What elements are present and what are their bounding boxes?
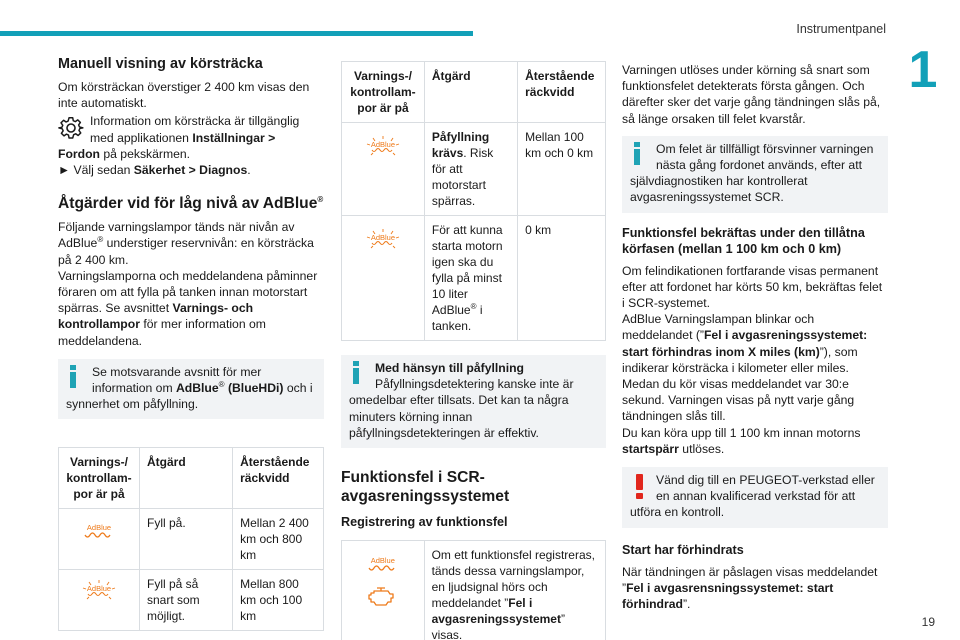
- fault-registration-heading: Registrering av funktionsfel: [341, 515, 508, 530]
- start-prevented-heading: Start har förhindrats: [622, 542, 744, 557]
- adblue-flashing-icon: AdBlue: [361, 228, 405, 250]
- column-right: [622, 62, 888, 612]
- gear-icon: [58, 115, 84, 141]
- adblue-refill-table: [341, 61, 606, 341]
- table-header-row: [59, 448, 324, 509]
- table-row: [342, 541, 606, 640]
- table-header-lamp: Varnings-/ kontrollam-por är på: [59, 448, 140, 509]
- table-row: [59, 509, 324, 570]
- adblue-flashing-icon: AdBlue: [361, 135, 405, 157]
- low-adblue-heading: Åtgärder vid för låg nivå av AdBlue®: [58, 195, 324, 213]
- warning-note-workshop: Vänd dig till en PEUGEOT-verkstad eller en annan kvalificerad verkstad för att utföra en kontroll.: [622, 467, 888, 528]
- table-cell-action: För att kunna starta motorn igen ska du fylla på minst 10 liter AdBlue® i tanken.: [424, 216, 517, 341]
- low-adblue-table: [58, 447, 324, 631]
- step-instruction: ► Välj sedan Säkerhet > Diagnos.: [58, 163, 251, 178]
- table-header-range: Återstående räckvidd: [518, 62, 606, 123]
- fault-registration-table: [341, 540, 606, 640]
- table-header-action: Åtgärd: [424, 62, 517, 123]
- info-icon: [630, 141, 650, 167]
- fault-confirmed-paragraph-3: Medan du kör visas meddelandet var 30:e sekund. Varningen visas på nytt varje gång tändningen slås till.: [622, 377, 855, 424]
- table-cell-range: Mellan 2 400 km och 800 km: [233, 509, 324, 570]
- engine-warning-icon: [367, 584, 399, 610]
- fault-confirmed-paragraph-1: Om felindikationen fortfarande visas permanent efter att fordonet har körts 50 km, bekräftas felet i SCR-systemet.: [622, 263, 883, 311]
- table-cell-action: Påfyllning krävs. Risk för att motorstart spärras.: [424, 123, 517, 216]
- manual-mileage-heading: Manuell visning av körsträcka: [58, 56, 263, 72]
- warning-trigger-paragraph: Varningen utlöses under körning så snart som funktionsfelet detekterats första gången. Och därefter sker det varje gång tändningen slås på, så länge orsaken till felet kvarstår.: [622, 63, 881, 126]
- settings-app-info-cont: Fordon på pekskärmen.: [58, 146, 191, 161]
- manual-mileage-paragraph: Om körsträckan överstiger 2 400 km visas den inte automatiskt.: [58, 80, 310, 111]
- low-adblue-paragraph-2: Varningslamporna och meddelandena påminner föraren om att fylla på tanken innan motorstart spärras. Se avsnittet Varnings- och kontrollampor för mer information om meddelandena.: [58, 268, 318, 348]
- info-icon: [349, 360, 369, 386]
- start-prevented-paragraph: När tändningen är påslagen visas meddelandet ”Fel i avgasrensningssystemet: start förhindrad”.: [622, 564, 878, 612]
- table-cell-action: Fyll på så snart som möjligt.: [139, 570, 232, 631]
- info-icon: [66, 364, 86, 390]
- column-left: [58, 55, 324, 631]
- table-cell-description: Om ett funktionsfel registreras, tänds dessa varningslampor, en ljudsignal hörs och meddelandet ”Fel i avgasreningssystemet” visas.: [424, 541, 605, 640]
- column-middle: [341, 61, 606, 640]
- table-header-row: [342, 62, 606, 123]
- table-cell-action: Fyll på.: [139, 509, 232, 570]
- settings-app-info: Information om körsträcka är tillgänglig med applikationen Inställningar >: [58, 113, 324, 145]
- header-accent-line: [0, 31, 473, 36]
- table-row: [342, 123, 606, 216]
- table-header-action: Åtgärd: [139, 448, 232, 509]
- adblue-warning-icon: AdBlue: [77, 523, 121, 545]
- adblue-warning-icon: AdBlue: [361, 556, 405, 578]
- fault-confirmed-paragraph-4: Du kan köra upp till 1 100 km innan motorns startspärr utlöses.: [622, 425, 861, 456]
- table-cell-range: Mellan 800 km och 100 km: [233, 570, 324, 631]
- table-row: [59, 570, 324, 631]
- fault-confirmed-heading: Funktionsfel bekräftas under den tillåtna körfasen (mellan 1 100 km och 0 km): [622, 225, 865, 256]
- table-cell-range: Mellan 100 km och 0 km: [518, 123, 606, 216]
- scr-fault-heading: Funktionsfel i SCR-avgasreningssystemet: [341, 469, 510, 506]
- info-note-temporary-fault: Om felet är tillfälligt försvinner varningen nästa gång fordonet används, efter att självdiagnostiken har kontrollerat avgasreningssystemet SCR.: [622, 136, 888, 213]
- page-number: 19: [921, 615, 935, 629]
- table-header-lamp: Varnings-/ kontrollam-por är på: [342, 62, 425, 123]
- table-header-range: Återstående räckvidd: [233, 448, 324, 509]
- page-section-title: Instrumentpanel: [796, 22, 886, 36]
- table-cell-range: 0 km: [518, 216, 606, 341]
- adblue-flashing-icon: AdBlue: [77, 579, 121, 601]
- step-arrow-icon: ►: [58, 163, 71, 178]
- info-note-refill: Med hänsyn till påfyllning Påfyllningsdetektering kanske inte är omedelbar efter tillsats. Det kan ta några minuters körning innan påfyllningsdetekteringen är effektiv.: [341, 355, 606, 448]
- warning-icon: [630, 472, 650, 498]
- fault-confirmed-paragraph-2: AdBlue Varningslampan blinkar och meddelandet (”Fel i avgasreningssystemet: start förhindras inom X miles (km)”), som indikerar körsträcka i kilometer eller miles.: [622, 312, 868, 375]
- table-row: [342, 216, 606, 341]
- low-adblue-paragraph-1: Följande varningslampor tänds när nivån av AdBlue® understiger reservnivån: en körsträcka på 2 400 km.: [58, 220, 314, 267]
- chapter-number: 1: [908, 41, 938, 99]
- info-note-adblue: Se motsvarande avsnitt för mer information om AdBlue® (BlueHDi) och i synnerhet om påfyllning.: [58, 359, 324, 420]
